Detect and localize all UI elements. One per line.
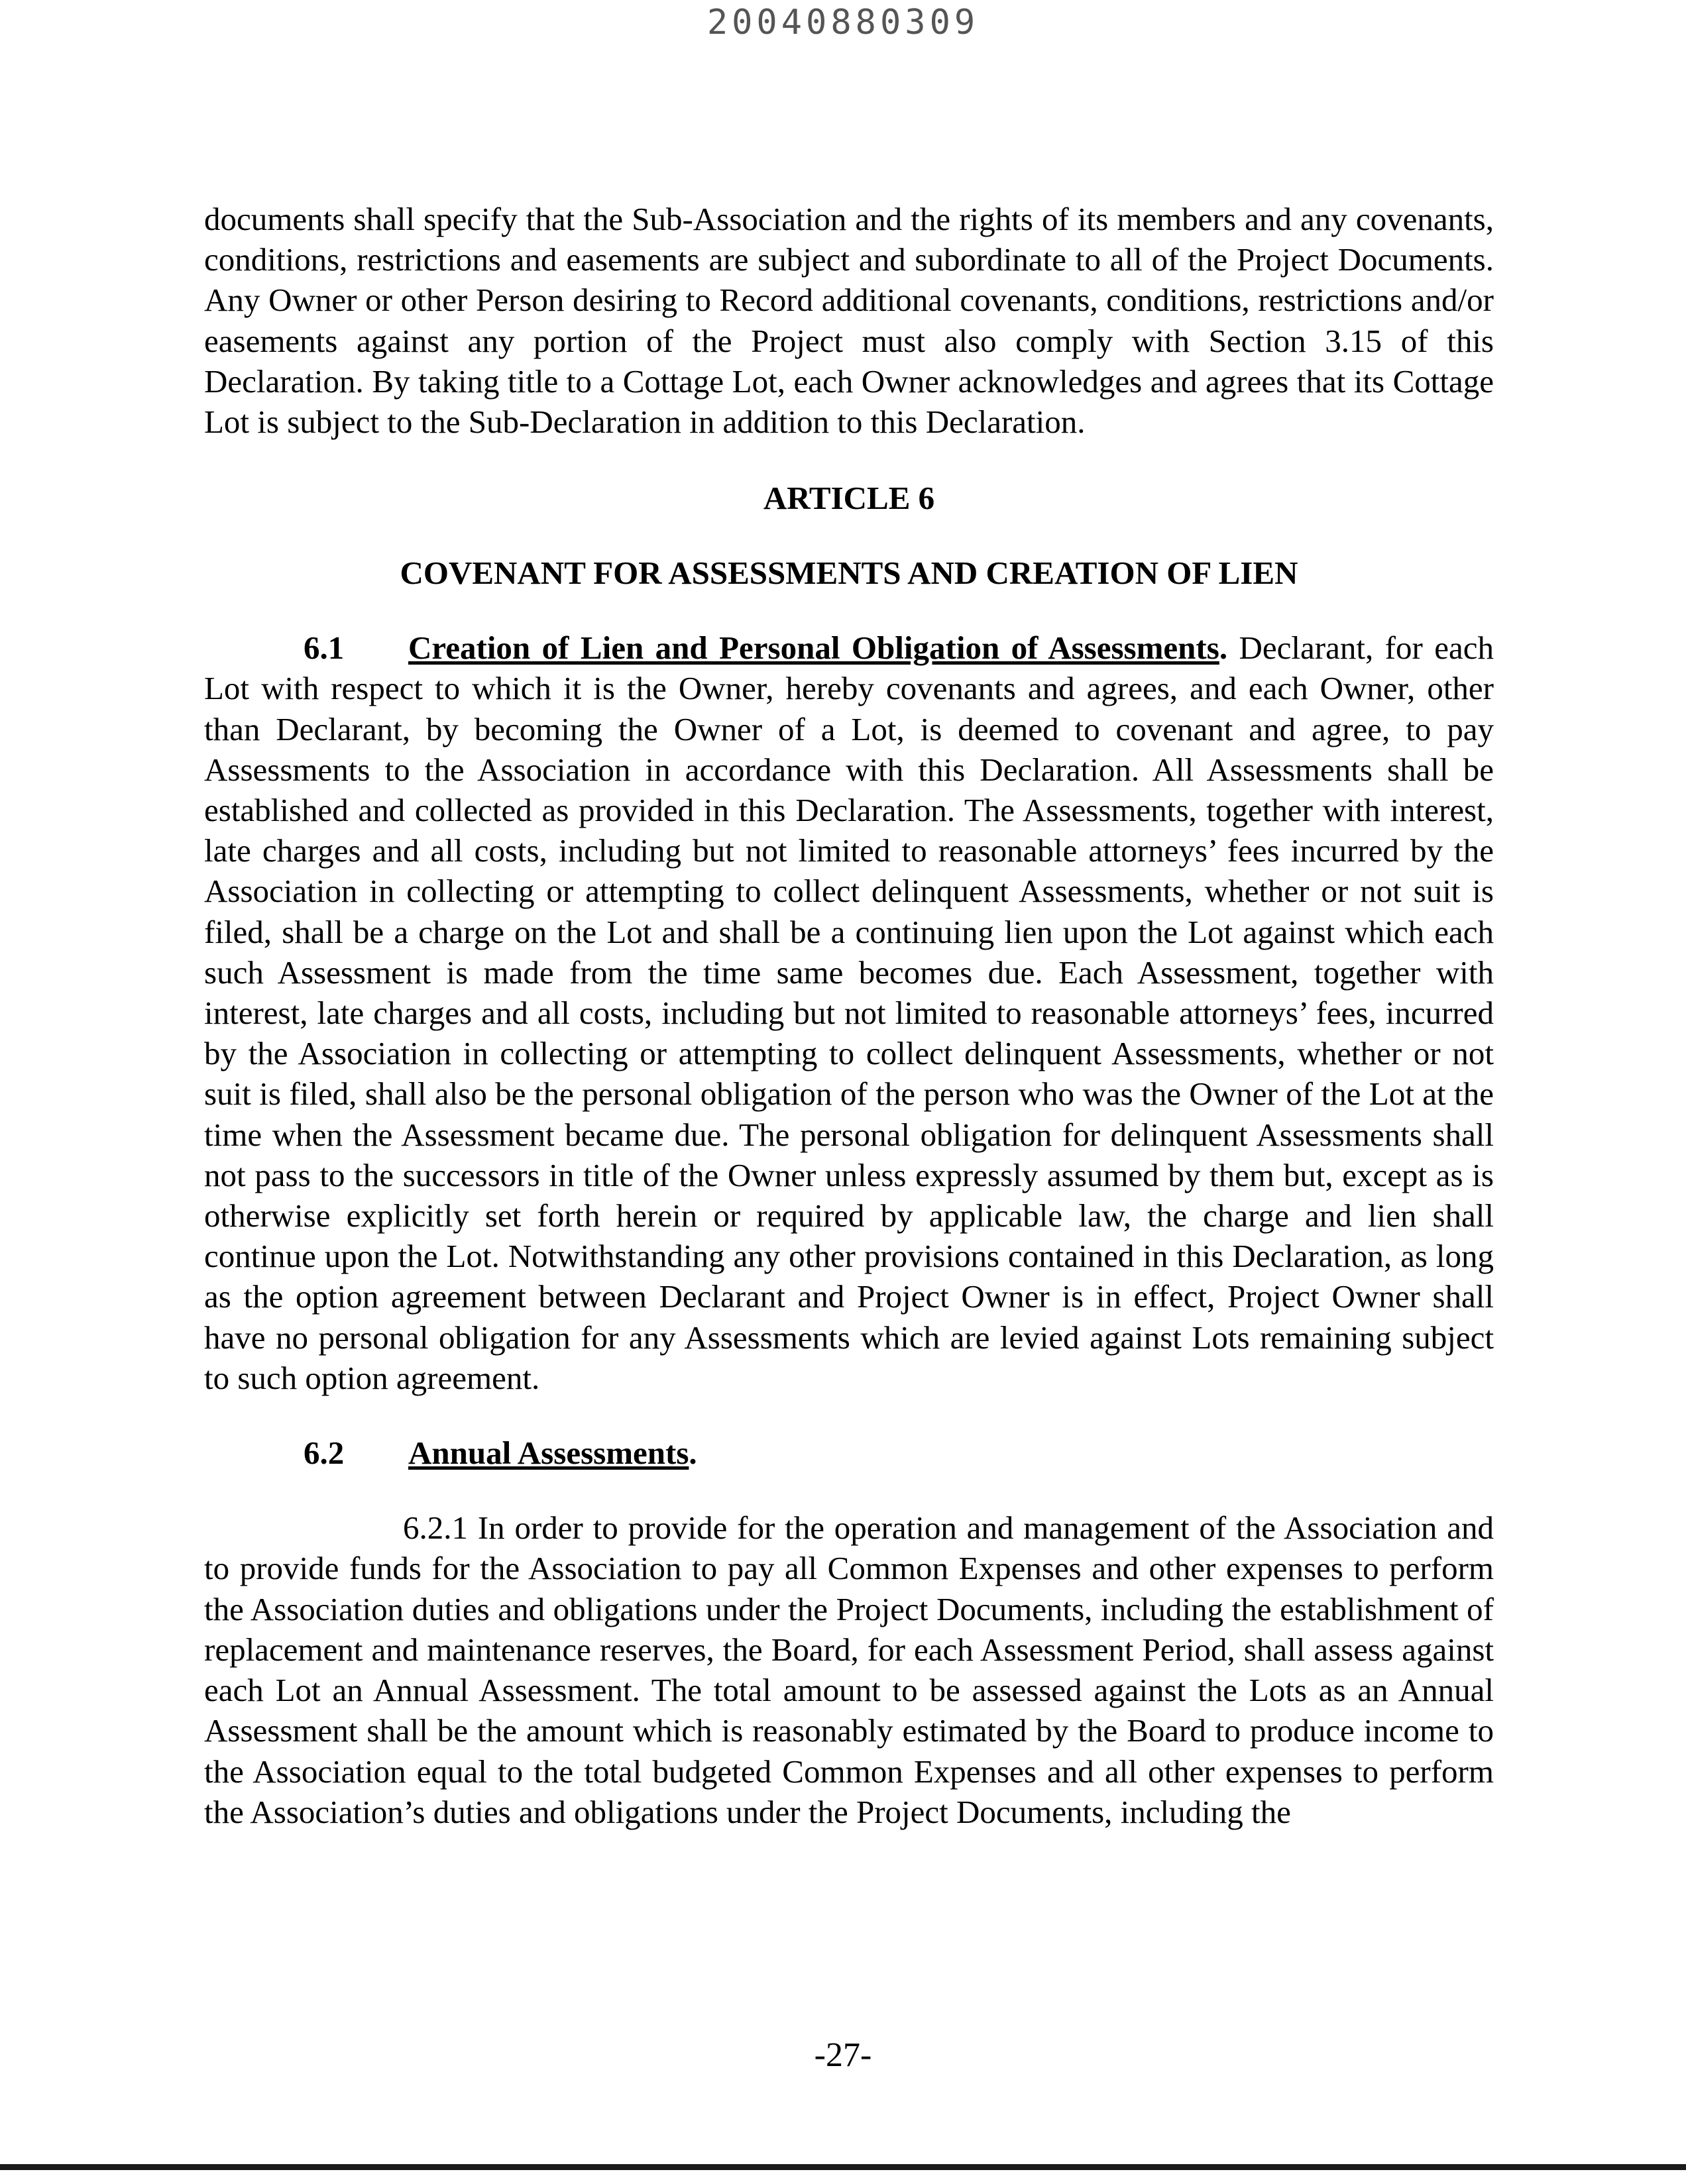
article-label: ARTICLE 6 <box>763 480 935 517</box>
page-body <box>204 199 1494 1832</box>
section-6-1-number: 6.1 <box>304 629 345 667</box>
page-number: -27- <box>814 2036 872 2074</box>
section-6-2-title-period: . <box>689 1435 697 1472</box>
bottom-rule <box>0 2164 1686 2170</box>
subsection-6-2-1-number: 6.2.1 <box>403 1509 468 1547</box>
article-title: COVENANT FOR ASSESSMENTS AND CREATION OF LIEN <box>400 555 1298 592</box>
section-6-1-title-period: . <box>1219 629 1228 667</box>
section-6-2-number: 6.2 <box>304 1435 345 1472</box>
subsection-6-2-1-paragraph <box>204 1507 1494 1832</box>
section-6-1-title: Creation of Lien and Personal Obligation of Assessments <box>408 629 1219 667</box>
section-6-2-title: Annual Assessments <box>408 1435 689 1472</box>
intro-paragraph: documents shall specify that the Sub-Association and the rights of its members and any covenants, conditions, restrictions and easements are subject and subordinate to all of the Project Documents. Any Owner or other Person desiring to Record additional covenants, conditions, restrictions and/or easements against any portion of the Project must also comply with Section 3.15 of this Declaration. By taking title to a Cottage Lot, each Owner acknowledges and agrees that its Cottage Lot is subject to the Sub-Declaration in addition to this Declaration. <box>204 201 1494 441</box>
section-6-1-text: Declarant, for each Lot with respect to which it is the Owner, hereby covenants and agrees, and each Owner, other than Declarant, by becoming the Owner of a Lot, is deemed to covenant and agree, to pay Assessments to the Association in accordance with this Declaration. All Assessments shall be established and collected as provided in this Declaration. The Assessments, together with interest, late charges and all costs, including but not limited to reasonable attorneys’ fees incurred by the Association in collecting or attempting to collect delinquent Assessments, whether or not suit is filed, shall be a charge on the Lot and shall be a continuing lien upon the Lot against which each such Assessment is made from the time same becomes due. Each Assessment, together with interest, late charges and all costs, including but not limited to reasonable attorneys’ fees, incurred by the Association in collecting or attempting to collect delinquent Assessments, whether or not suit is filed, shall also be the personal obligation of the person who was the Owner of the Lot at the time when the Assessment became due. The personal obligation for delinquent Assessments shall not pass to the successors in title of the Owner unless expressly assumed by them but, except as is otherwise explicitly set forth herein or required by applicable law, the charge and lien shall continue upon the Lot. Notwithstanding any other provisions contained in this Declaration, as long as the option agreement between Declarant and Project Owner is in effect, Project Owner shall have no personal obligation for any Assessments which are levied against Lots remaining subject to such option agreement. <box>204 629 1494 1396</box>
subsection-6-2-1-text: In order to provide for the operation and management of the Association and to provide funds for the Association to pay all Common Expenses and other expenses to perform the Association duties and obligations under the Project Documents, including the establishment of replacement and maintenance reserves, the Board, for each Assessment Period, shall assess against each Lot an Annual Assessment. The total amount to be assessed against the Lots as an Annual Assessment shall be the amount which is reasonably estimated by the Board to produce income to the Association equal to the total budgeted Common Expenses and all other expenses to perform the Association’s duties and obligations under the Project Documents, including the <box>204 1509 1494 1830</box>
document-number: 20040880309 <box>706 3 980 42</box>
section-6-2-heading <box>204 1433 1494 1473</box>
section-6-1-paragraph <box>204 628 1494 1398</box>
